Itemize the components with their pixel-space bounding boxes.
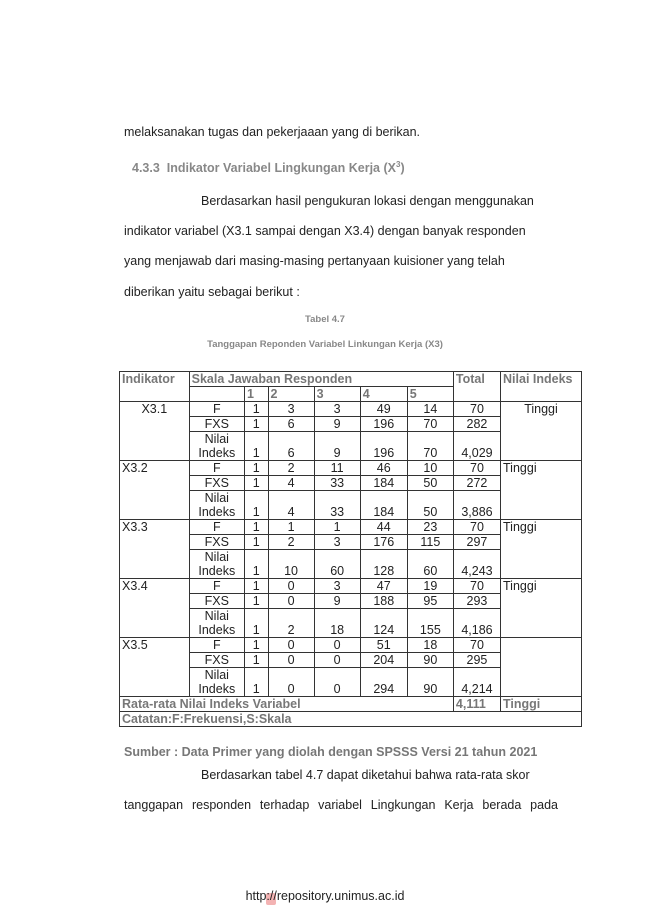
paragraph1-line4: diberikan yaitu sebagai berikut : [124, 285, 300, 299]
value-cell: 196 [360, 432, 407, 461]
heading-number: 4.3.3 [132, 161, 160, 176]
value-cell: 0 [268, 668, 314, 697]
total-cell: 70 [453, 461, 500, 476]
table-note: Catatan:F:Frekuensi,S:Skala [120, 712, 582, 727]
average-row [120, 697, 582, 712]
value-cell: 188 [360, 594, 407, 609]
header-skala: Skala Jawaban Responden [189, 372, 453, 387]
value-cell: 23 [407, 520, 453, 535]
row-type-cell: FXS [189, 594, 244, 609]
row-type-cell: F [189, 461, 244, 476]
table-body [120, 402, 582, 697]
value-cell: 33 [314, 476, 360, 491]
row-type-cell: Nilai Indeks [189, 550, 244, 579]
average-total: 4,111 [453, 697, 500, 712]
value-cell: 184 [360, 476, 407, 491]
table-header-row [120, 372, 582, 387]
scale-blank [189, 387, 244, 402]
value-cell: 6 [268, 417, 314, 432]
value-cell: 0 [268, 653, 314, 668]
value-cell: 124 [360, 609, 407, 638]
paragraph-top: melaksanakan tugas dan pekerjaaan yang di berikan. [124, 125, 421, 139]
value-cell: 70 [407, 432, 453, 461]
header-indikator: Indikator [120, 372, 190, 402]
value-cell: 1 [268, 520, 314, 535]
value-cell: 128 [360, 550, 407, 579]
value-cell: 1 [244, 402, 268, 417]
note-row [120, 712, 582, 727]
value-cell: 46 [360, 461, 407, 476]
nilai-label-cell: Tinggi [501, 461, 582, 520]
total-cell: 3,886 [453, 491, 500, 520]
heading-close: ) [400, 161, 405, 176]
value-cell: 49 [360, 402, 407, 417]
value-cell: 60 [407, 550, 453, 579]
value-cell: 50 [407, 476, 453, 491]
total-cell: 70 [453, 520, 500, 535]
nilai-label-cell: Tinggi [501, 579, 582, 638]
value-cell: 3 [314, 402, 360, 417]
value-cell: 90 [407, 653, 453, 668]
value-cell: 44 [360, 520, 407, 535]
row-type-cell: FXS [189, 535, 244, 550]
table-row [120, 461, 582, 476]
value-cell: 1 [244, 609, 268, 638]
value-cell: 0 [268, 594, 314, 609]
value-cell: 0 [268, 638, 314, 653]
table-label: Tabel 4.7 [305, 314, 345, 325]
value-cell: 0 [268, 579, 314, 594]
value-cell: 10 [407, 461, 453, 476]
nilai-label-cell: Tinggi [501, 520, 582, 579]
paragraph1-line1: Berdasarkan hasil pengukuran lokasi dengan menggunakan [201, 194, 534, 208]
value-cell: 0 [314, 638, 360, 653]
row-type-cell: Nilai Indeks [189, 668, 244, 697]
value-cell: 115 [407, 535, 453, 550]
row-type-cell: FXS [189, 476, 244, 491]
value-cell: 11 [314, 461, 360, 476]
section-heading [132, 160, 405, 175]
header-total: Total [453, 372, 500, 402]
value-cell: 1 [244, 594, 268, 609]
average-nilai: Tinggi [501, 697, 582, 712]
value-cell: 1 [244, 668, 268, 697]
heading-sup: 3 [395, 160, 401, 169]
paragraph1-line2: indikator variabel (X3.1 sampai dengan X3.4) dengan banyak responden [124, 224, 526, 238]
total-cell: 293 [453, 594, 500, 609]
value-cell: 2 [268, 609, 314, 638]
value-cell: 1 [244, 417, 268, 432]
value-cell: 14 [407, 402, 453, 417]
value-cell: 1 [244, 535, 268, 550]
scale-4: 4 [360, 387, 407, 402]
value-cell: 33 [314, 491, 360, 520]
value-cell: 47 [360, 579, 407, 594]
value-cell: 95 [407, 594, 453, 609]
row-type-cell: F [189, 520, 244, 535]
value-cell: 70 [407, 417, 453, 432]
response-table [119, 371, 582, 727]
total-cell: 70 [453, 638, 500, 653]
value-cell: 155 [407, 609, 453, 638]
value-cell: 0 [314, 668, 360, 697]
value-cell: 50 [407, 491, 453, 520]
paragraph2-line1: Berdasarkan tabel 4.7 dapat diketahui bahwa rata-rata skor [201, 768, 530, 782]
row-type-cell: F [189, 638, 244, 653]
table-row [120, 579, 582, 594]
total-cell: 4,243 [453, 550, 500, 579]
value-cell: 176 [360, 535, 407, 550]
value-cell: 2 [268, 461, 314, 476]
value-cell: 9 [314, 594, 360, 609]
scale-1: 1 [244, 387, 268, 402]
nilai-label-cell: Tinggi [501, 402, 582, 461]
total-cell: 4,029 [453, 432, 500, 461]
total-cell: 295 [453, 653, 500, 668]
value-cell: 1 [244, 579, 268, 594]
paragraph2-line2: tanggapan responden terhadap variabel Lingkungan Kerja berada pada [124, 798, 558, 812]
scale-2: 2 [268, 387, 314, 402]
scale-5: 5 [407, 387, 453, 402]
value-cell: 1 [244, 550, 268, 579]
total-cell: 70 [453, 579, 500, 594]
value-cell: 1 [244, 638, 268, 653]
indikator-cell: X3.1 [120, 402, 190, 461]
value-cell: 19 [407, 579, 453, 594]
value-cell: 9 [314, 417, 360, 432]
value-cell: 51 [360, 638, 407, 653]
row-type-cell: F [189, 402, 244, 417]
value-cell: 4 [268, 476, 314, 491]
value-cell: 3 [314, 535, 360, 550]
table-row [120, 520, 582, 535]
value-cell: 0 [314, 653, 360, 668]
value-cell: 1 [244, 461, 268, 476]
row-type-cell: FXS [189, 417, 244, 432]
indikator-cell: X3.2 [120, 461, 190, 520]
row-type-cell: Nilai Indeks [189, 491, 244, 520]
row-type-cell: FXS [189, 653, 244, 668]
table-source: Sumber : Data Primer yang diolah dengan SPSSS Versi 21 tahun 2021 [124, 745, 538, 759]
value-cell: 9 [314, 432, 360, 461]
value-cell: 1 [244, 476, 268, 491]
row-type-cell: Nilai Indeks [189, 609, 244, 638]
value-cell: 10 [268, 550, 314, 579]
scale-3: 3 [314, 387, 360, 402]
paragraph1-line3: yang menjawab dari masing-masing pertanyaan kuisioner yang telah [124, 254, 505, 268]
indikator-cell: X3.3 [120, 520, 190, 579]
value-cell: 18 [314, 609, 360, 638]
value-cell: 2 [268, 535, 314, 550]
value-cell: 6 [268, 432, 314, 461]
total-cell: 4,186 [453, 609, 500, 638]
value-cell: 4 [268, 491, 314, 520]
row-type-cell: F [189, 579, 244, 594]
heading-text: Indikator Variabel Lingkungan Kerja (X [166, 161, 396, 176]
value-cell: 1 [314, 520, 360, 535]
value-cell: 60 [314, 550, 360, 579]
table-row [120, 402, 582, 417]
indikator-cell: X3.4 [120, 579, 190, 638]
total-cell: 4,214 [453, 668, 500, 697]
value-cell: 1 [244, 491, 268, 520]
average-label: Rata-rata Nilai Indeks Variabel [120, 697, 454, 712]
row-type-cell: Nilai Indeks [189, 432, 244, 461]
nilai-label-cell [501, 638, 582, 697]
table-row [120, 638, 582, 653]
value-cell: 3 [314, 579, 360, 594]
value-cell: 18 [407, 638, 453, 653]
total-cell: 282 [453, 417, 500, 432]
header-nilai-indeks: Nilai Indeks [501, 372, 582, 402]
value-cell: 196 [360, 417, 407, 432]
value-cell: 184 [360, 491, 407, 520]
value-cell: 90 [407, 668, 453, 697]
value-cell: 294 [360, 668, 407, 697]
total-cell: 70 [453, 402, 500, 417]
table-title: Tanggapan Reponden Variabel Linkungan Kerja (X3) [207, 339, 443, 350]
value-cell: 204 [360, 653, 407, 668]
total-cell: 297 [453, 535, 500, 550]
indikator-cell: X3.5 [120, 638, 190, 697]
value-cell: 1 [244, 520, 268, 535]
total-cell: 272 [453, 476, 500, 491]
value-cell: 3 [268, 402, 314, 417]
value-cell: 1 [244, 653, 268, 668]
footer-url[interactable]: http://repository.unimus.ac.id [245, 889, 405, 903]
value-cell: 1 [244, 432, 268, 461]
